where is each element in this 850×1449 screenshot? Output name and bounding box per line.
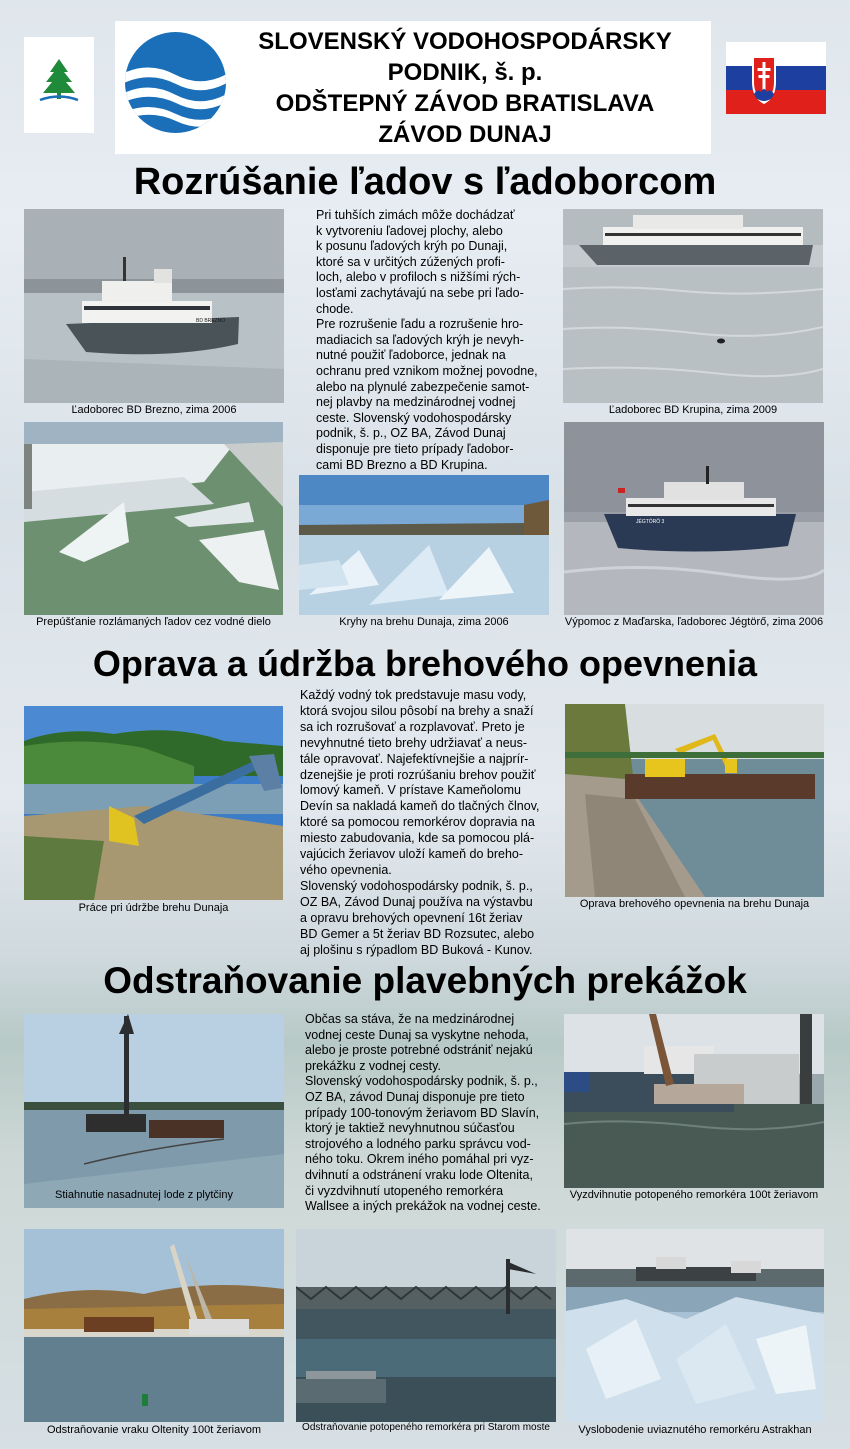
slovak-flag-icon	[726, 42, 826, 114]
section-text: Každý vodný tok predstavuje masu vody, ktorá svojou silou pôsobí na brehy a snaží sa ich rozrušovať a rozplavovať. Preto je nevyhnutné tieto brehy udržiavať a neus- tále opravovať. Najefektívnejšie a najprír- dzenejšie je proti rozrúšaniu brehov použiť lomový kameň. V prístave Kameňolomu Devín sa nakladá kameň do tlačných člnov, ktoré sa pomocou remorkérov dopravia na miesto zabudovania, kde sa pomocou plá- vajúcich žeriavov uloží kameň do breho- vého opevnenia. Slovenský vodohospodársky podnik, š. p., OZ BA, Závod Dunaj používa na výstavbu a opravu brehových opevnení 16t žeriav BD Gemer a 5t žeriav BD Rozsutec, alebo aj plošinu s rýpadlom BD Buková - Kunov.	[300, 688, 540, 957]
organization-name	[225, 26, 705, 150]
caption: Kryhy na brehu Dunaja, zima 2006	[339, 616, 509, 628]
photo-icebreaker-krupina	[563, 209, 823, 403]
photo-oltenita-wreck	[24, 1229, 284, 1422]
water-wave-logo-icon	[124, 31, 227, 134]
photo-bank-maintenance	[24, 706, 283, 900]
caption: Vyslobodenie uviaznutého remorkéru Astrakhan	[578, 1424, 812, 1436]
section-heading: Oprava a údržba brehového opevnenia	[92, 643, 758, 684]
boat-name-label: BD BREZNO	[196, 318, 226, 324]
photo-old-bridge	[296, 1229, 556, 1422]
caption: Práce pri údržbe brehu Dunaja	[78, 902, 229, 914]
caption: Ľadoborec BD Brezno, zima 2006	[71, 404, 237, 416]
photo-icebreaker-brezno	[24, 209, 284, 403]
photo-astrakhan	[566, 1229, 824, 1422]
caption: Výpomoc z Maďarska, ľadoborec Jégtörő, zima 2006	[564, 616, 824, 628]
photo-ice-floes	[299, 475, 549, 615]
company-logo	[124, 31, 227, 134]
photo-icebreaker-jegtoro	[564, 422, 824, 615]
tree-logo-icon	[24, 37, 94, 133]
org-line: PODNIK, š. p.	[387, 59, 543, 86]
section-heading: Odstraňovanie plavebných prekážok	[103, 960, 747, 1001]
photo-ice-dam	[24, 422, 283, 615]
slovak-flag	[726, 42, 826, 114]
org-line: ODŠTEPNÝ ZÁVOD BRATISLAVA	[275, 90, 655, 117]
ministry-logo	[24, 37, 94, 133]
boat-name-label: JÉGTÖRŐ 3	[636, 519, 665, 525]
org-line: ZÁVOD DUNAJ	[378, 121, 552, 148]
caption: Prepúšťanie rozlámaných ľadov cez vodné dielo	[36, 616, 271, 628]
photo-bank-repair	[565, 704, 824, 897]
caption: Odstraňovanie potopeného remorkéra pri Starom moste	[302, 1422, 550, 1433]
section-text: Pri tuhších zimách môže dochádzať k vytvoreniu ľadovej plochy, alebo k posunu ľadových krýh po Dunaji, ktoré sa v určitých zúžených profi- loch, alebo v profiloch s nižšími rých- losťami zachytávajú na sebe pri ľado- chode. Pre rozrušenie ľadu a rozrušenie hro- madiacich sa ľadových krýh je nevyh- nutné použiť ľadoborce, jednak na ochranu pred vznikom možnej povodne, alebo na plynulé zabezpečenie samot- nej plavby na medzinárodnej vodnej ceste. Slovenský vodohospodársky podnik, š. p., OZ BA, Závod Dunaj disponuje pre tieto prípady ľadobor- cami BD Brezno a BD Krupina.	[316, 208, 538, 472]
caption: Oprava brehového opevnenia na brehu Dunaja	[579, 898, 810, 910]
caption: Vyzdvihnutie potopeného remorkéra 100t žeriavom	[569, 1189, 819, 1201]
caption: Ľadoborec BD Krupina, zima 2009	[608, 404, 778, 416]
caption: Stiahnutie nasadnutej lode z plytčiny	[55, 1189, 233, 1201]
section-text: Občas sa stáva, že na medzinárodnej vodnej ceste Dunaj sa vyskytne nehoda, alebo je proste potrebné odstrániť nejakú prekážku z vodnej cesty. Slovenský vodohospodársky podnik, š. p., OZ BA, závod Dunaj disponuje pre tieto prípady 100-tonovým žeriavom BD Slavín, ktorý je taktiež nevyhnutnou súčasťou strojového a lodného parku správcu vod- ného toku. Okrem iného pomáhal pri vyz- dvihnutí a odstránení vraku lode Oltenita, či vyzdvihnutí utopeného remorkéra Wallsee a iných prekážok na vodnej ceste.	[305, 1012, 541, 1214]
photo-stranded-ship	[24, 1014, 284, 1208]
org-line: SLOVENSKÝ VODOHOSPODÁRSKY	[258, 28, 672, 55]
caption: Odstraňovanie vraku Oltenity 100t žeriavom	[47, 1424, 261, 1436]
section-heading: Rozrúšanie ľadov s ľadoborcom	[133, 161, 717, 203]
photo-raised-tug	[564, 1014, 824, 1188]
